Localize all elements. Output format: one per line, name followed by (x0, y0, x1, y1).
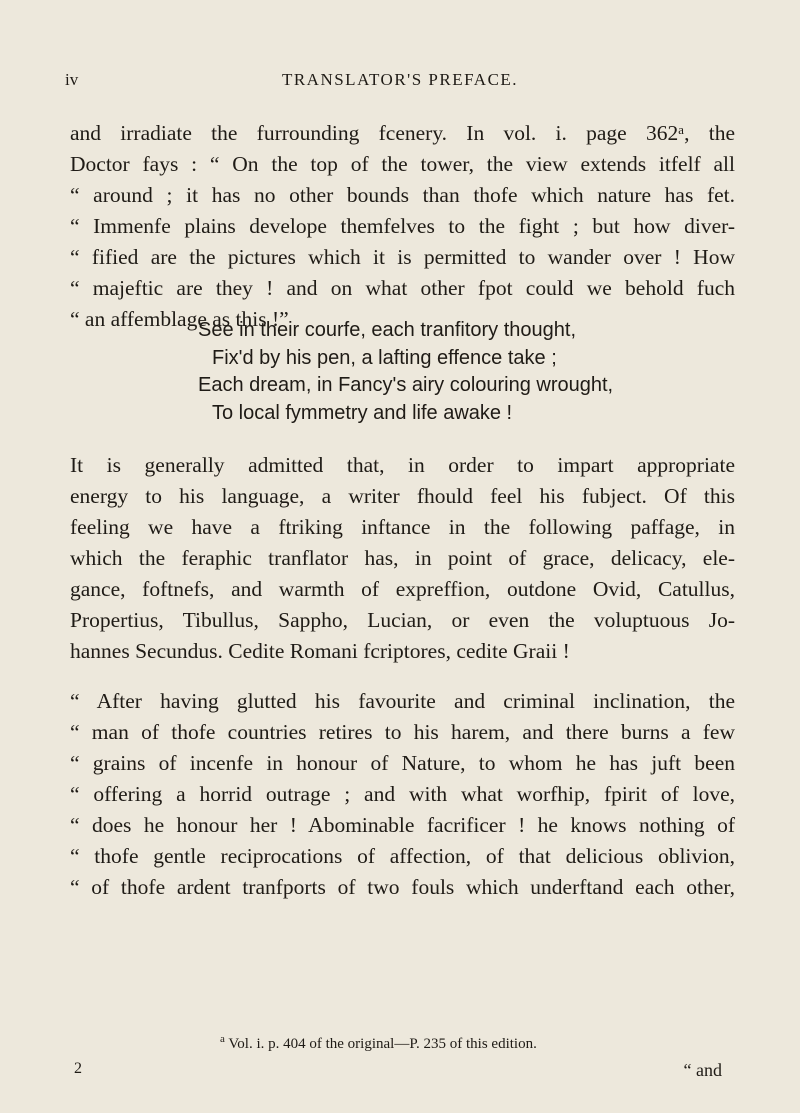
verse-stanza (198, 317, 613, 427)
text-line: Propertius, Tibullus, Sappho, Lucian, or even the voluptuous Jo- (70, 608, 735, 632)
catchword: “ and (683, 1060, 722, 1080)
paragraph-quotation-tower (70, 118, 735, 335)
footnote-text: Vol. i. p. 404 of the original—P. 235 of this edition. (228, 1036, 537, 1052)
footnote (220, 1033, 537, 1053)
text-line: “ of thofe ardent tranfports of two fouls which underftand each other, (70, 875, 735, 899)
text-line: which the feraphic tranflator has, in point of grace, delicacy, ele- (70, 546, 735, 570)
footnote-mark: a (220, 1033, 225, 1045)
signature-mark: 2 (74, 1060, 82, 1077)
text-line: “ does he honour her ! Abominable facrificer ! he knows nothing of (70, 813, 735, 837)
verse-line: Each dream, in Fancy's airy colouring wrought, (198, 374, 614, 396)
text-line: “ man of thofe countries retires to his harem, and there burns a few (70, 720, 735, 744)
text-line: energy to his language, a writer fhould feel his fubject. Of this (70, 484, 735, 508)
text-line: “ fified are the pictures which it is permitted to wander over ! How (70, 245, 735, 269)
page-number: iv (65, 70, 79, 89)
text-line: feeling we have a ftriking inftance in the following paffage, in (70, 515, 735, 539)
page-header (65, 70, 735, 98)
text-line: and irradiate the furrounding fcenery. In vol. i. page 362ᵃ, the (70, 121, 735, 145)
text-line: “ an affemblage as this !” (70, 307, 289, 331)
text-line: “ around ; it has no other bounds than thofe which nature has fet. (70, 183, 735, 207)
text-line: It is generally admitted that, in order to impart appropriate (70, 453, 735, 477)
verse-line: See in their courfe, each tranfitory thought, (198, 319, 576, 341)
paragraph-quotation-harem (70, 686, 735, 903)
paragraph-seraphic-translator (70, 450, 735, 667)
text-line: “ majeftic are they ! and on what other fpot could we behold fuch (70, 276, 735, 300)
text-line: “ grains of incenfe in honour of Nature, to whom he has juft been (70, 751, 735, 775)
text-line: Doctor fays : “ On the top of the tower, the view extends itfelf all (70, 152, 735, 176)
text-line: hannes Secundus. Cedite Romani fcriptores, cedite Graii ! (70, 639, 570, 663)
verse-line: Fix'd by his pen, a lafting effence take ; (212, 346, 557, 369)
text-line: gance, foftnefs, and warmth of expreffion, outdone Ovid, Catullus, (70, 577, 735, 601)
text-line: “ After having glutted his favourite and criminal inclination, the (70, 689, 735, 713)
verse-line: To local fymmetry and life awake ! (212, 401, 513, 424)
text-line: “ Immenfe plains develope themfelves to the fight ; but how diver- (70, 214, 735, 238)
running-head: TRANSLATOR'S PREFACE. (281, 70, 519, 89)
text-line: “ offering a horrid outrage ; and with what worfhip, fpirit of love, (70, 782, 735, 806)
text-line: “ thofe gentle reciprocations of affection, of that delicious oblivion, (70, 844, 735, 868)
